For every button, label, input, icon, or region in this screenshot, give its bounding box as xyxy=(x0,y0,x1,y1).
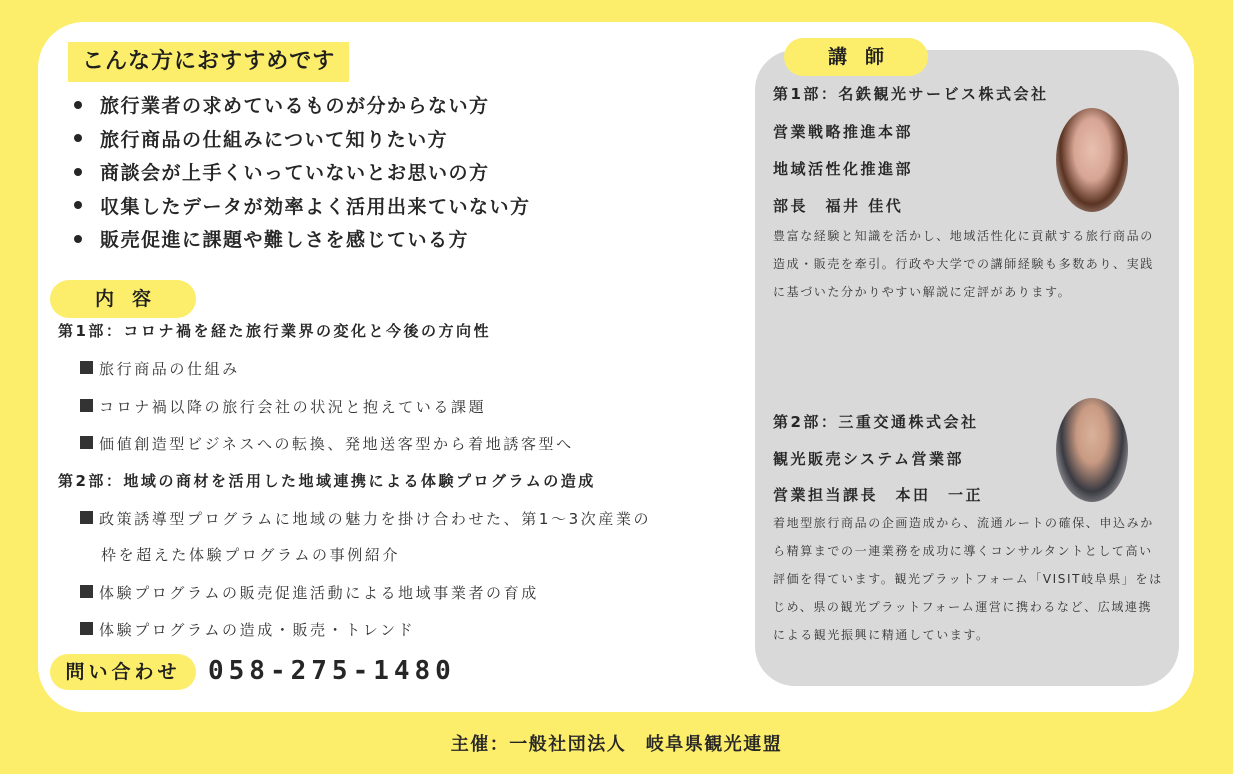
lecturer1-photo xyxy=(1056,108,1128,212)
square-bullet-icon xyxy=(80,436,93,449)
lecturer1-dept2: 地域活性化推進部 xyxy=(773,160,914,178)
list-item: 収集したデータが効率よく活用出来ていない方 xyxy=(74,191,531,225)
lecturer2-company: 第2部：三重交通株式会社 xyxy=(773,413,979,431)
contact-phone[interactable]: 058-275-1480 xyxy=(208,656,456,686)
lecturer-section-title: 講師 xyxy=(784,38,928,76)
part2-item-continuation: 枠を超えた体験プログラムの事例紹介 xyxy=(101,546,401,564)
organizer-footer: 主催：一般社団法人 岐阜県観光連盟 xyxy=(450,734,783,755)
square-bullet-icon xyxy=(80,585,93,598)
square-bullet-icon xyxy=(80,511,93,524)
part2-item: 政策誘導型プログラムに地域の魅力を掛け合わせた、第1〜3次産業の xyxy=(80,508,651,529)
list-item: 旅行業者の求めているものが分からない方 xyxy=(74,90,531,124)
target-audience-list xyxy=(74,90,531,258)
lecturer2-dept: 観光販売システム営業部 xyxy=(773,450,965,468)
lecturer1-company: 第1部：名鉄観光サービス株式会社 xyxy=(773,85,1049,103)
lecturer1-name: 部長 福井 佳代 xyxy=(773,197,904,215)
square-bullet-icon xyxy=(80,361,93,374)
lecturer1-dept1: 営業戦略推進本部 xyxy=(773,123,914,141)
contact-label: 問い合わせ xyxy=(50,654,196,690)
bullet-icon xyxy=(74,134,82,142)
part2-heading: 第2部：地域の商材を活用した地域連携による体験プログラムの造成 xyxy=(58,472,596,490)
part1-item: コロナ禍以降の旅行会社の状況と抱えている課題 xyxy=(80,396,486,417)
square-bullet-icon xyxy=(80,399,93,412)
bullet-icon xyxy=(74,201,82,209)
content-section-title: 内容 xyxy=(50,280,196,318)
bullet-icon xyxy=(74,101,82,109)
part1-heading: 第1部：コロナ禍を経た旅行業界の変化と今後の方向性 xyxy=(58,322,491,340)
bullet-icon xyxy=(74,168,82,176)
lecturer2-photo xyxy=(1056,398,1128,502)
lecturer1-description: 豊富な経験と知識を活かし、地域活性化に貢献する旅行商品の造成・販売を牽引。行政や大学での講師経験も多数あり、実践に基づいた分かりやすい解説に定評があります。 xyxy=(773,229,1154,299)
part1-item: 価値創造型ビジネスへの転換、発地送客型から着地誘客型へ xyxy=(80,433,574,454)
list-item: 旅行商品の仕組みについて知りたい方 xyxy=(74,124,531,158)
list-item: 商談会が上手くいっていないとお思いの方 xyxy=(74,157,531,191)
part2-item: 体験プログラムの販売促進活動による地域事業者の育成 xyxy=(80,582,539,603)
lecturer2-description: 着地型旅行商品の企画造成から、流通ルートの確保、申込みから精算までの一連業務を成功に導くコンサルタントとして高い評価を得ています。観光プラットフォーム「VISIT岐阜県」をはじめ、県の観光プラットフォーム運営に携わるなど、広域連携による観光振興に精通しています。 xyxy=(773,516,1163,642)
part2-item: 体験プログラムの造成・販売・トレンド xyxy=(80,619,415,640)
square-bullet-icon xyxy=(80,622,93,635)
part1-item: 旅行商品の仕組み xyxy=(80,358,240,379)
bullet-icon xyxy=(74,235,82,243)
lecturer2-name: 営業担当課長 本田 一正 xyxy=(773,486,984,504)
list-item: 販売促進に課題や難しさを感じている方 xyxy=(74,224,531,258)
target-audience-title: こんな方におすすめです xyxy=(68,42,349,82)
